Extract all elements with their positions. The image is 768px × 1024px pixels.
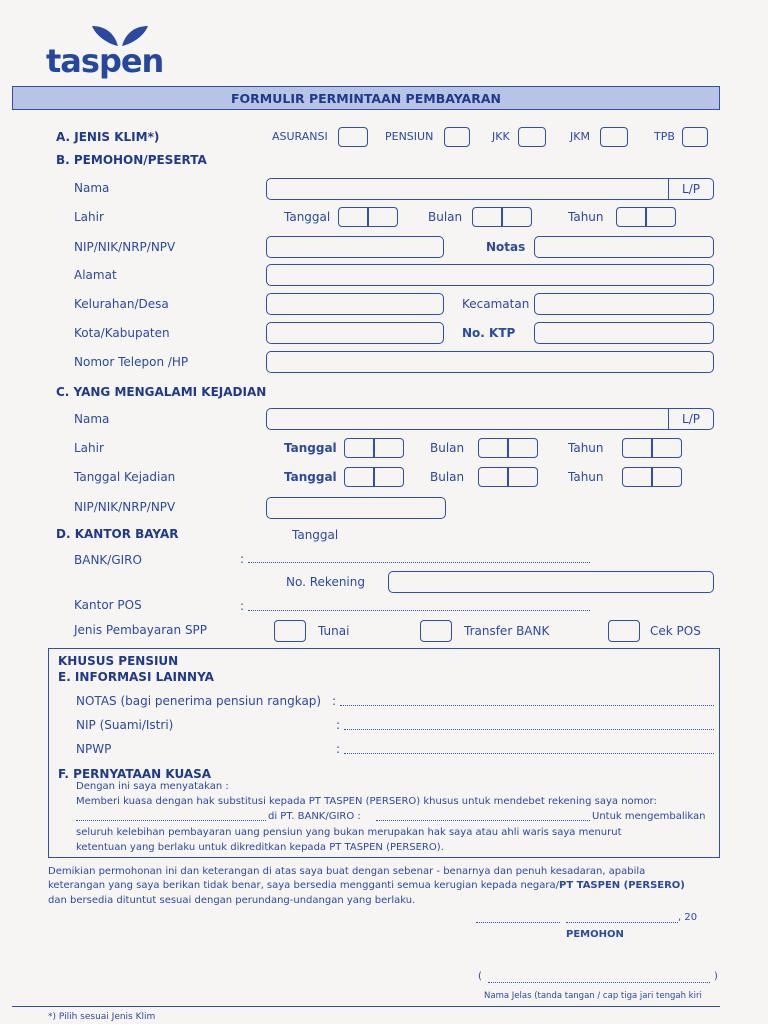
b-lp-label: L/P [668,179,713,199]
d-tanggal-label: Tanggal [292,528,339,542]
sign-year: , 20 [678,912,698,923]
asuransi-checkbox[interactable] [338,127,368,147]
e-nip-colon: : [336,718,341,732]
statement-line-1: Demikian permohonan ini dan keterangan di atas saya buat dengan sebenar - benarnya dan penuh kesadaran, apabila [48,866,646,877]
section-d-label: D. KANTOR BAYAR [56,527,179,541]
f-line-5: ketentuan yang berlaku untuk dikreditkan kepada PT TASPEN (PERSERO). [76,842,444,853]
pemohon-label: PEMOHON [566,929,624,940]
b-kecamatan-label: Kecamatan [462,297,530,311]
b-notas-label: Notas [486,240,526,254]
cekpos-checkbox[interactable] [608,620,640,642]
section-f-label: F. PERNYATAAN KUASA [58,767,212,781]
tunai-label: Tunai [318,624,350,638]
b-alamat-field[interactable] [266,264,714,286]
sign-date-line[interactable] [566,922,678,923]
d-pos-label: Kantor POS [74,598,142,612]
c-tahun-boxes[interactable] [622,438,684,458]
section-e-label: E. INFORMASI LAINNYA [58,670,214,684]
footer-rule [12,1006,720,1007]
c-nip-field[interactable] [266,497,446,519]
section-c-label: C. YANG MENGALAMI KEJADIAN [56,385,267,399]
c-kejadian-tahun-boxes[interactable] [622,467,684,487]
c-kejadian-tanggal-label: Tanggal [284,470,337,484]
b-nip-label: NIP/NIK/NRP/NPV [74,240,176,254]
f-line-1: Dengan ini saya menyatakan : [76,781,229,792]
c-lahir-label: Lahir [74,441,104,455]
b-tanggal-label: Tanggal [284,210,331,224]
b-nip-field[interactable] [266,236,444,258]
sign-name-line[interactable] [488,982,710,983]
b-tahun-boxes[interactable] [616,207,678,227]
e-notas-label: NOTAS (bagi penerima pensiun rangkap) [76,694,322,708]
cekpos-label: Cek POS [650,624,701,638]
statement-line-2 [48,880,685,891]
b-telepon-field[interactable] [266,351,714,373]
transfer-label: Transfer BANK [464,624,550,638]
d-rekening-label: No. Rekening [286,575,365,589]
jkk-checkbox[interactable] [518,127,546,147]
khusus-label: KHUSUS PENSIUN [58,654,179,668]
b-telepon-label: Nomor Telepon /HP [74,355,189,369]
f-rekening-line[interactable] [76,820,266,821]
b-kota-field[interactable] [266,322,444,344]
d-bank-line[interactable] [248,562,590,563]
b-bulan-label: Bulan [428,210,463,224]
option-pensiun-label: PENSIUN [385,130,434,143]
c-tahun-label: Tahun [568,441,604,455]
d-bank-colon: : [240,552,245,566]
b-ktp-field[interactable] [534,322,714,344]
b-alamat-label: Alamat [74,268,117,282]
e-nip-label: NIP (Suami/Istri) [76,718,174,732]
f-line-3a: di PT. BANK/GIRO : [268,811,361,822]
sign-close-paren: ) [714,971,718,982]
e-notas-colon: : [332,694,337,708]
transfer-checkbox[interactable] [420,620,452,642]
c-tanggal-kejadian-label: Tanggal Kejadian [74,470,176,484]
c-nama-field[interactable] [266,408,714,430]
section-a-label: A. JENIS KLIM*) [56,130,160,144]
f-line-2: Memberi kuasa dengan hak substitusi kepada PT TASPEN (PERSERO) khusus untuk mendebet rekening saya nomor: [76,796,657,807]
logo-text: taspen [46,42,164,80]
b-notas-field[interactable] [534,236,714,258]
sign-open-paren: ( [478,971,482,982]
footnote: *) Pilih sesuai Jenis Klim [48,1012,156,1022]
taspen-logo [46,22,166,82]
jkm-checkbox[interactable] [600,127,628,147]
b-lahir-label: Lahir [74,210,104,224]
statement-company: PT TASPEN (PERSERO) [559,880,685,891]
tpb-checkbox[interactable] [682,127,708,147]
c-kejadian-bulan-boxes[interactable] [478,467,540,487]
d-pos-colon: : [240,599,245,613]
e-npwp-colon: : [336,742,341,756]
f-bank-line[interactable] [376,820,590,821]
b-kelurahan-field[interactable] [266,293,444,315]
b-nama-label: Nama [74,181,110,195]
b-nama-field[interactable] [266,178,714,200]
c-bulan-label: Bulan [430,441,465,455]
sign-caption: Nama Jelas (tanda tangan / cap tiga jari tengah kiri [484,991,702,1001]
option-tpb-label: TPB [654,130,675,143]
b-kelurahan-label: Kelurahan/Desa [74,297,169,311]
c-nama-label: Nama [74,412,110,426]
c-nip-label: NIP/NIK/NRP/NPV [74,500,176,514]
d-bank-label: BANK/GIRO [74,553,142,567]
section-b-label: B. PEMOHON/PESERTA [56,153,207,167]
c-kejadian-bulan-label: Bulan [430,470,465,484]
d-jenis-label: Jenis Pembayaran SPP [74,623,208,637]
f-line-3b: Untuk mengembalikan [592,811,706,822]
option-jkk-label: JKK [492,130,510,143]
e-nip-line[interactable] [344,729,714,730]
c-bulan-boxes[interactable] [478,438,540,458]
c-lp-label: L/P [668,409,713,429]
title-bar [12,86,720,110]
b-tahun-label: Tahun [568,210,604,224]
b-kota-label: Kota/Kabupaten [74,326,170,340]
b-bulan-boxes[interactable] [472,207,534,227]
tunai-checkbox[interactable] [274,620,306,642]
pensiun-checkbox[interactable] [444,127,470,147]
c-tanggal-boxes[interactable] [344,438,406,458]
option-asuransi-label: ASURANSI [272,130,328,143]
e-npwp-line[interactable] [344,753,714,754]
d-pos-line[interactable] [248,610,590,611]
b-kecamatan-field[interactable] [534,293,714,315]
form-title: FORMULIR PERMINTAAN PEMBAYARAN [230,91,501,106]
b-ktp-label: No. KTP [462,326,516,340]
option-jkm-label: JKM [570,130,590,143]
c-kejadian-tanggal-boxes[interactable] [344,467,406,487]
b-tanggal-boxes[interactable] [338,207,400,227]
d-rekening-field[interactable] [388,571,714,593]
c-kejadian-tahun-label: Tahun [568,470,604,484]
sign-place-line[interactable] [476,922,560,923]
e-notas-line[interactable] [340,705,714,706]
statement-line-2a: keterangan yang saya berikan tidak benar, saya bersedia mengganti semua kerugian kepada negara/ [48,880,560,891]
e-npwp-label: NPWP [76,742,112,756]
f-line-4: seluruh kelebihan pembayaran uang pensiun yang bukan merupakan hak saya atau ahli waris saya menurut [76,827,622,838]
statement-line-3: dan bersedia dituntut sesuai dengan perundang-undangan yang berlaku. [48,895,416,906]
c-tanggal-label: Tanggal [284,441,337,455]
